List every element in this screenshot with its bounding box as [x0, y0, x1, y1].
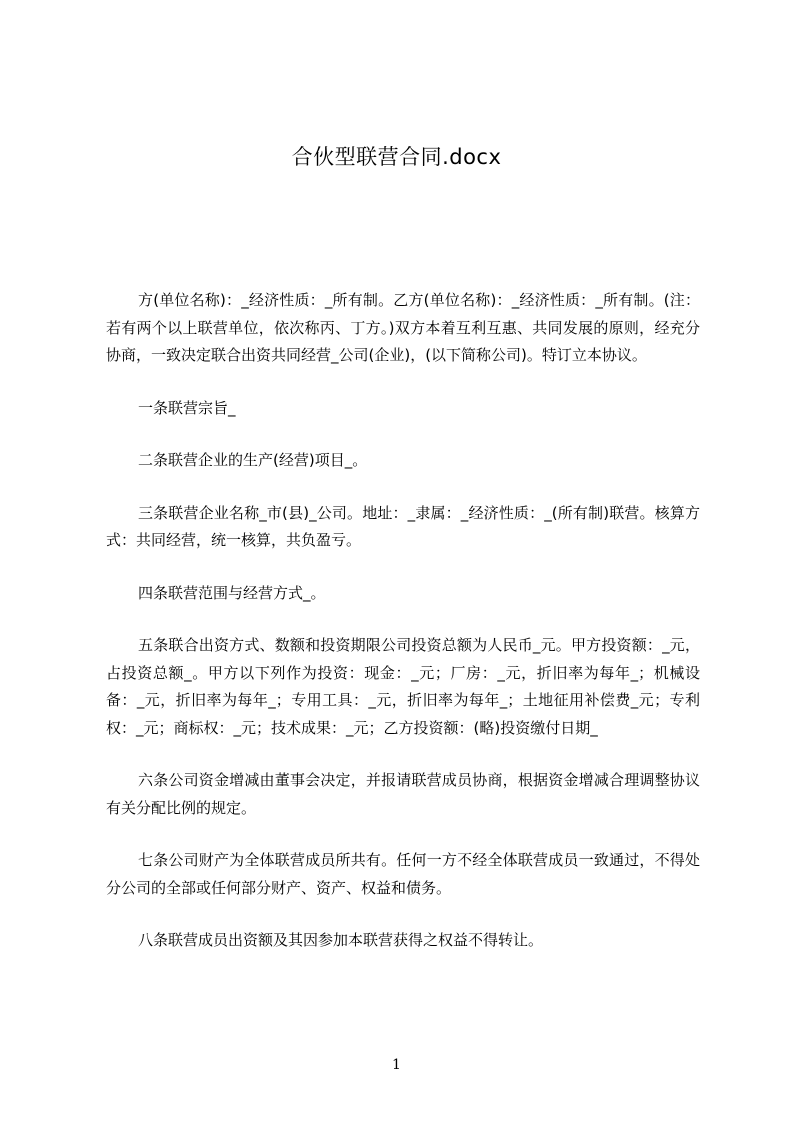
page-number: 1 — [392, 1057, 401, 1073]
paragraph-article-7: 七条公司财产为全体联营成员所共有。任何一方不经全体联营成员一致通过，不得处分公司的全部或任何部分财产、资产、权益和债务。 — [106, 851, 700, 897]
paragraph-article-4: 四条联营范围与经营方式_。 — [138, 583, 326, 602]
paragraph-article-2: 二条联营企业的生产(经营)项目_。 — [138, 451, 368, 469]
document-title: 合伙型联营合同.docx — [291, 145, 502, 169]
paragraph-article-8: 八条联营成员出资额及其因参加本联营获得之权益不得转让。 — [138, 931, 544, 949]
paragraph-article-1: 一条联营宗旨_ — [138, 398, 236, 417]
paragraph-article-6: 六条公司资金增减由董事会决定，并报请联营成员协商，根据资金增减合理调整协议有关分配比例的规定。 — [106, 771, 700, 817]
paragraph-article-3: 三条联营企业名称_市(县)_公司。地址：_隶属：_经济性质：_(所有制)联营。核算方式：共同经营，统一核算，共负盈亏。 — [106, 503, 700, 549]
paragraph-article-5: 五条联合出资方式、数额和投资期限公司投资总额为人民币_元。甲方投资额：_元，占投资总额_。甲方以下列作为投资：现金：_元；厂房：_元，折旧率为每年_；机械设备：_元，折旧率为每年_；专用工具：_元，折旧率为每年_；土地征用补偿费_元；专利权：_元；商标权：_元；技术成果：_元；乙方投资额：(略)投资缴付日期_ — [106, 636, 700, 737]
paragraph-preamble: 方(单位名称)：_经济性质：_所有制。乙方(单位名称)：_经济性质：_所有制。(注：若有两个以上联营单位，依次称丙、丁方。)双方本着互利互惠、共同发展的原则，经充分协商，一致决定联合出资共同经营_公司(企业)，(以下简称公司)。特订立本协议。 — [106, 291, 700, 364]
document-body — [106, 287, 700, 980]
